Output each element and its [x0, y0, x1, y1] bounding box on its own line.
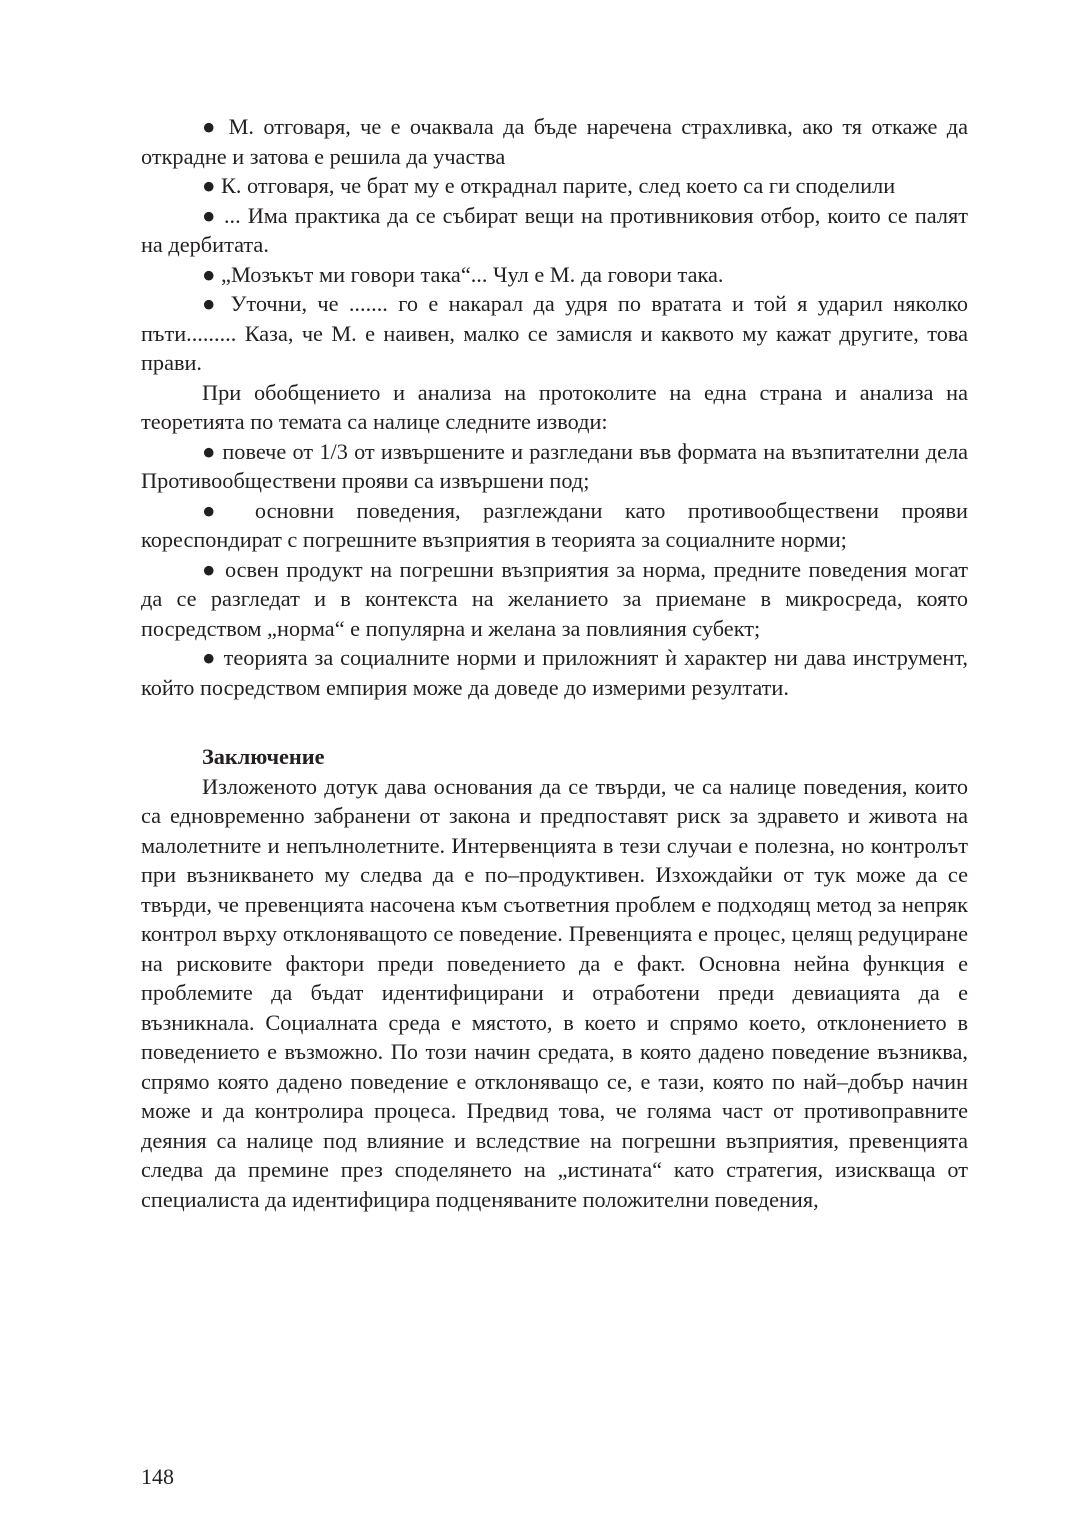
bullet-item: ● „Мозъкът ми говори така“... Чул е М. да говори така. — [202, 261, 724, 287]
bullet-item: ● М. отговаря, че е очаквала да бъде наречена страхливка, ако тя откаже да открадне и затова е решила да участва — [141, 114, 968, 169]
page-body — [141, 112, 968, 1214]
bullet-item: ● основни поведения, разглеждани като противообществени прояви кореспондират с погрешните възприятия в теорията за социалните норми; — [141, 497, 968, 552]
section-heading: Заключение — [202, 744, 325, 769]
bullet-item: ● теорията за социалните норми и приложният ѝ характер ни дава инструмент, който посредством емпирия може да доведе до измерими резултати. — [141, 645, 968, 700]
bullet-item: ● К. отговаря, че брат му е откраднал парите, след което са ги споделили — [202, 173, 896, 198]
page-number: 148 — [141, 1464, 174, 1489]
bullet-item: ● ... Има практика да се събират вещи на противниковия отбор, които се палят на дербитата. — [141, 202, 968, 257]
paragraph: Изложеното дотук дава основания да се твърди, че са налице поведения, които са едновременно забранени от закона и предпоставят риск за здравето и живота на малолетните и непълнолетните. Интервенцията в тези случаи е полезна, но контролът при възникването му следва да е по–продуктивен. Изхождайки от тук може да се твърди, че превенцията насочена към съответния проблем е подходящ метод за непряк контрол върху отклоняващото се поведение. Превенцията е процес, целящ редуциране на рисковите фактори преди поведението да е факт. Основна нейна функция е проблемите да бъдат идентифицирани и отработени преди девиацията да е възникнала. Социалната среда е мястото, в което и спрямо което, отклонението в поведението е възможно. По този начин средата, в която дадено поведение възниква, спрямо която дадено поведение е отклоняващо се, е тази, която по най–добър начин може и да контролира процеса. Предвид това, че голяма част от противоправните деяния са налице под влияние и вследствие на погрешни възприятия, превенцията следва да премине през споделянето на „истината“ като стратегия, изискваща от специалиста да идентифицира подценяваните положителни поведения, — [141, 773, 968, 1212]
bullet-item: ● повече от 1/3 от извършените и разгледани във формата на възпитателни дела Противообществени прояви са извършени под; — [141, 438, 968, 493]
paragraph: При обобщението и анализа на протоколите на една страна и анализа на теоретията по темата са налице следните изводи: — [141, 379, 968, 434]
bullet-item: ● Уточни, че ....... го е накарал да удря по вратата и той я ударил няколко пъти......... Каза, че М. е наивен, малко се замисля и каквото му кажат другите, това прави. — [141, 291, 968, 375]
bullet-item: ● освен продукт на погрешни възприятия за норма, предните поведения могат да се разгледат и в контекста на желанието за приемане в микросреда, която посредством „норма“ е популярна и желана за повлияния субект; — [141, 556, 968, 641]
